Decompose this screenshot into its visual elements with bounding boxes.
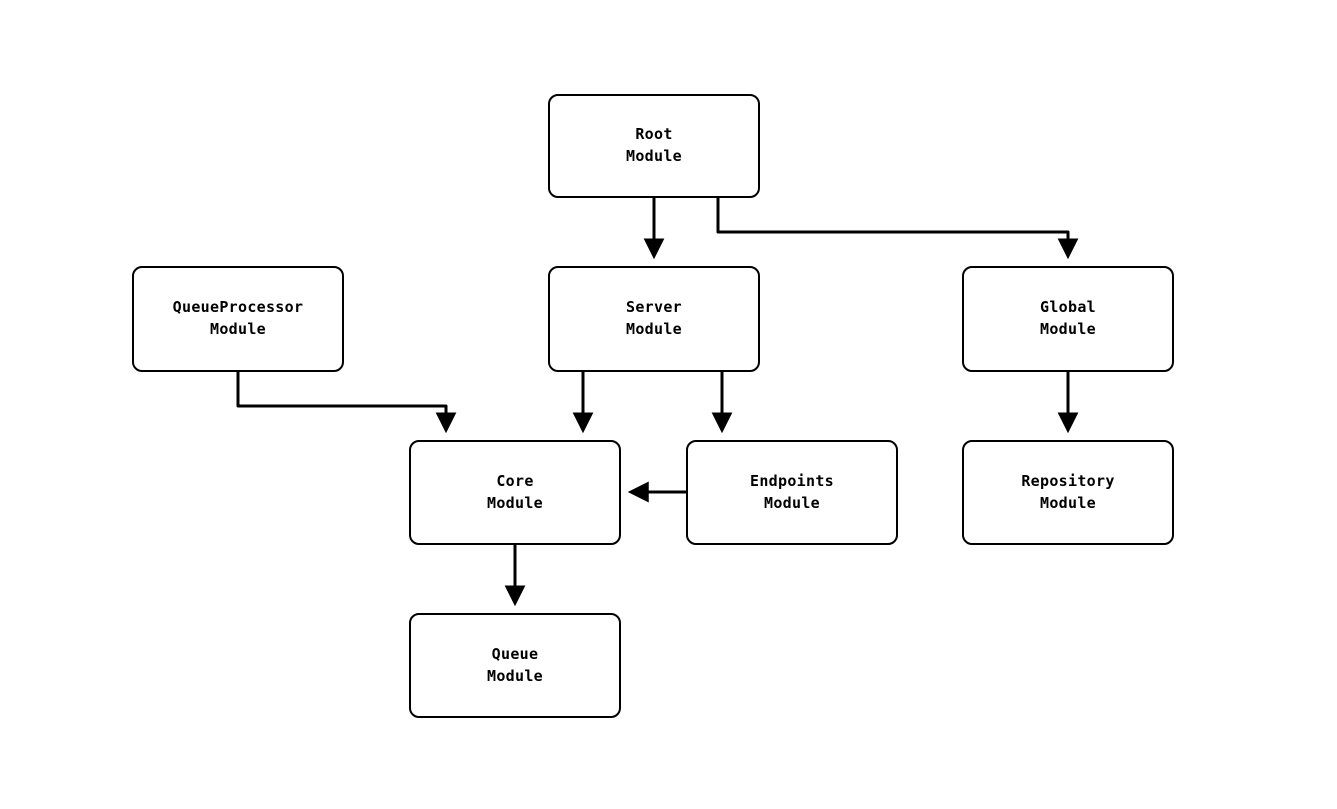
node-queue-module[interactable] <box>409 613 621 718</box>
node-label-line1: Core <box>496 471 534 490</box>
node-label-line2: Module <box>1040 320 1096 338</box>
node-label-line2: Module <box>1040 493 1096 512</box>
node-label-line1: Queue <box>491 644 539 663</box>
node-label-line1: QueueProcessor <box>172 298 304 317</box>
node-label-line1: Endpoints <box>750 471 834 490</box>
node-global-module[interactable] <box>962 266 1174 372</box>
node-core-module[interactable] <box>409 440 621 545</box>
node-label-line2: Module <box>210 320 266 338</box>
edge-queueprocessor-to-core <box>238 372 446 428</box>
node-endpoints-module[interactable] <box>686 440 898 545</box>
node-label-line2: Module <box>487 493 543 512</box>
edge-root-to-global <box>718 198 1068 254</box>
node-label-line2: Module <box>626 320 682 338</box>
node-label-line2: Module <box>626 147 682 165</box>
node-label-line1: Server <box>626 298 682 317</box>
node-repository-module[interactable] <box>962 440 1174 545</box>
node-root-module[interactable] <box>548 94 760 198</box>
node-label-line1: Root <box>635 125 673 144</box>
node-label-line2: Module <box>764 493 820 512</box>
node-label-line1: Repository <box>1021 471 1115 490</box>
node-label-line1: Global <box>1040 298 1096 317</box>
node-queueprocessor-module[interactable] <box>132 266 344 372</box>
node-label-line2: Module <box>487 666 543 685</box>
node-server-module[interactable] <box>548 266 760 372</box>
